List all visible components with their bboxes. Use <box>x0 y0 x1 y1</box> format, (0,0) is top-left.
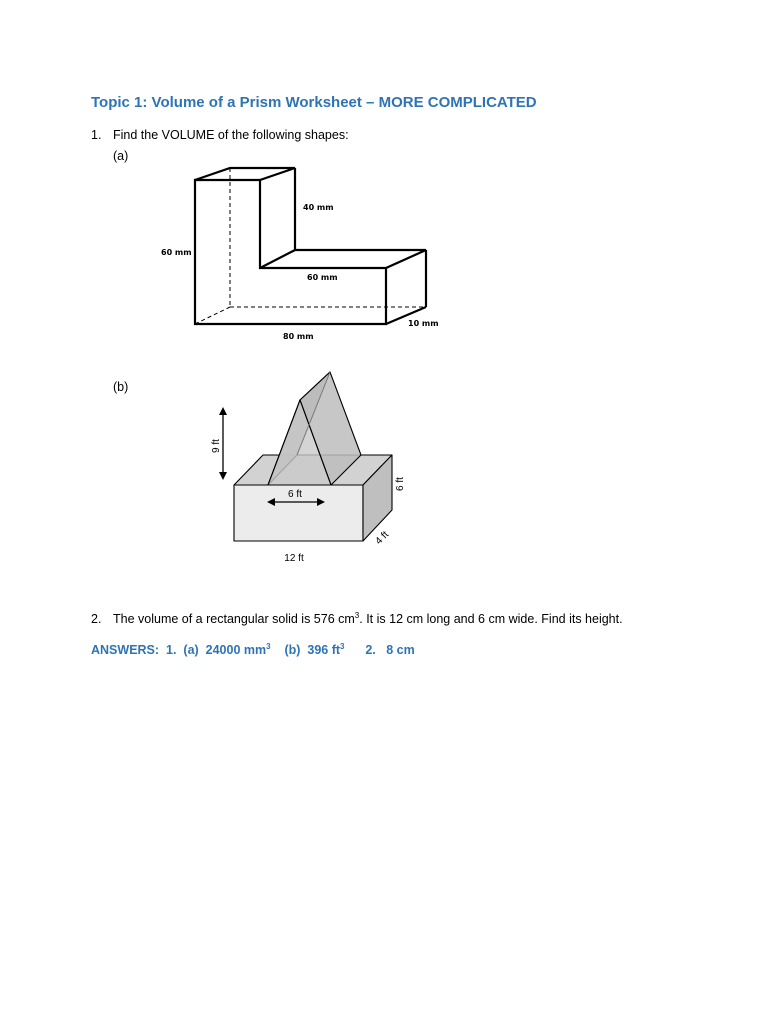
answers-label: ANSWERS: <box>91 643 160 657</box>
answer-1b-value: 396 ft <box>307 643 341 657</box>
answer-1a-tag: (a) <box>183 643 199 657</box>
question-2-text-before: The volume of a rectangular solid is 576 cm <box>113 612 355 626</box>
answer-2-value: 8 cm <box>386 643 415 657</box>
figure-a-label-80: 80 mm <box>283 332 314 341</box>
answer-2-number: 2. <box>365 643 376 657</box>
figure-b-label-6-side: 6 ft <box>395 477 406 491</box>
figure-a-label-60-mid: 60 mm <box>307 273 338 282</box>
figure-b-label-6-inner: 6 ft <box>288 489 302 500</box>
answer-1b-tag: (b) <box>284 643 301 657</box>
answer-1a-value: 24000 mm <box>205 643 267 657</box>
question-1-number: 1. <box>91 128 102 142</box>
answer-1b-sup: 3 <box>340 641 345 651</box>
question-1-part-b-label: (b) <box>113 380 129 394</box>
question-1-text: Find the VOLUME of the following shapes: <box>113 128 349 142</box>
figure-a-label-60-left: 60 mm <box>161 248 192 257</box>
question-1-part-a-label: (a) <box>113 149 129 163</box>
page-title: Topic 1: Volume of a Prism Worksheet – MORE COMPLICATED <box>91 94 537 111</box>
question-2-sup: 3 <box>354 610 360 620</box>
figure-b-label-12: 12 ft <box>284 553 304 564</box>
answer-1a-sup: 3 <box>266 641 271 651</box>
answers-line <box>91 643 415 657</box>
figure-a-label-40: 40 mm <box>303 203 334 212</box>
question-2-number: 2. <box>91 612 102 626</box>
question-2 <box>91 612 623 626</box>
question-2-text-after: . It is 12 cm long and 6 cm wide. Find its height. <box>359 612 623 626</box>
answer-1-number: 1. <box>166 643 177 657</box>
figure-a-label-10: 10 mm <box>408 319 439 328</box>
figure-b-label-4: 4 ft <box>373 529 392 548</box>
figure-b-label-9: 9 ft <box>211 439 222 453</box>
